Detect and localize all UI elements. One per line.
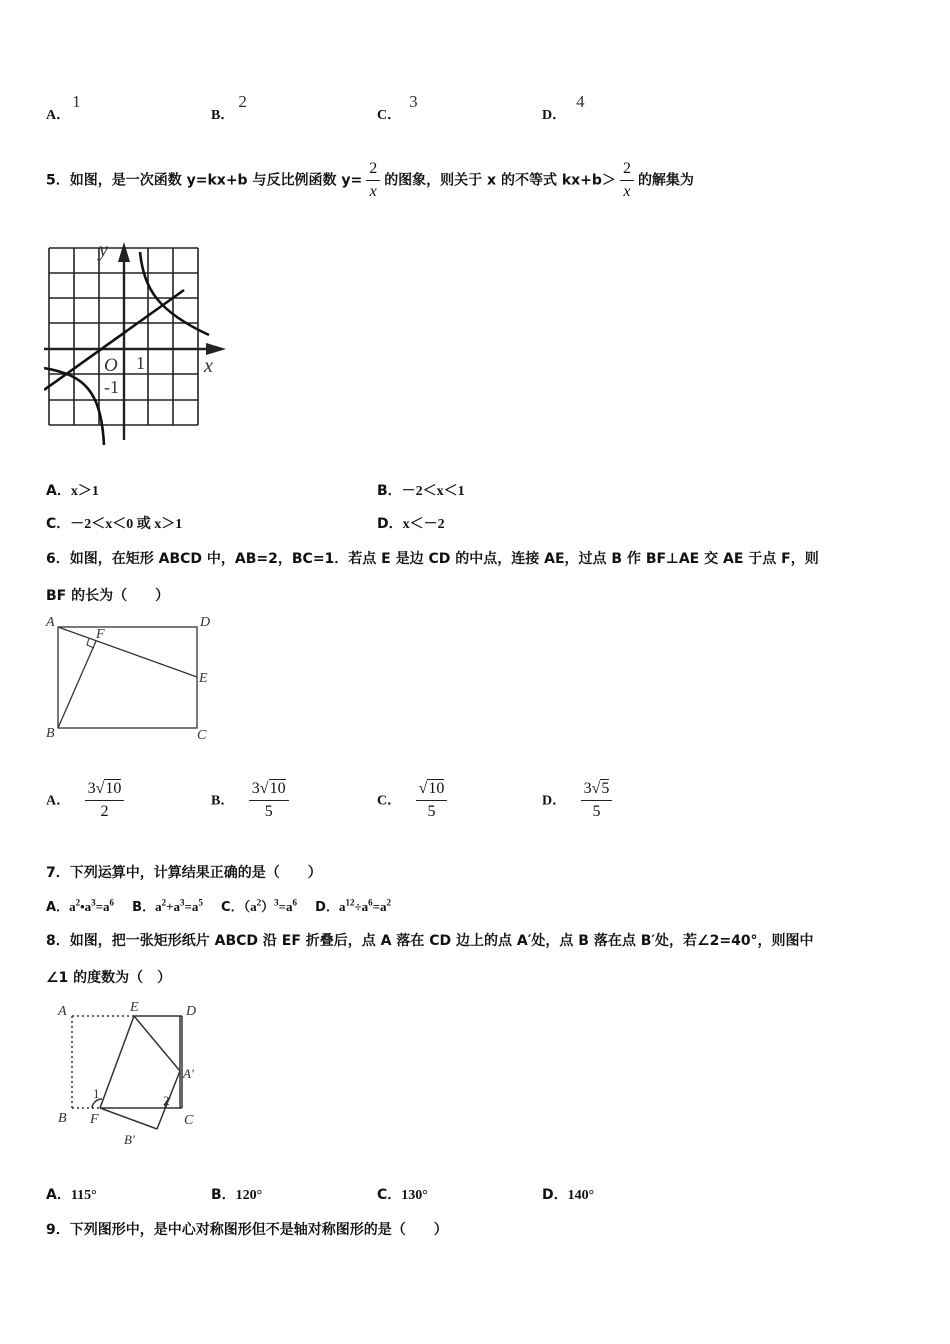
denominator: 5 — [581, 800, 613, 821]
q7-text: 下列运算中，计算结果正确的是（ ） — [69, 865, 322, 881]
option-text: x＜－2 — [402, 517, 445, 532]
option-letter: C． — [221, 900, 244, 915]
option-letter: A． — [46, 900, 70, 915]
option-letter: D． — [315, 900, 339, 915]
option-text: 140° — [567, 1188, 595, 1203]
label-c: C — [197, 728, 207, 743]
q5-text-b: 的图象，则关于 x 的不等式 kx+b＞ — [384, 172, 616, 189]
q6-text-line2: BF 的长为（ ） — [46, 588, 170, 604]
option-letter: C． — [46, 516, 71, 532]
y-axis-label: y — [99, 240, 108, 261]
coefficient: 3 — [251, 780, 260, 797]
label-e: E — [130, 1000, 139, 1015]
q5-option-b[interactable] — [377, 480, 465, 500]
option-letter: D． — [542, 793, 567, 809]
q9-text: 下列图形中，是中心对称图形但不是轴对称图形的是（ ） — [69, 1222, 448, 1238]
q7-stem — [46, 862, 322, 882]
question-number: 7． — [46, 865, 70, 881]
q4-option-d[interactable] — [542, 92, 585, 124]
q8-stem-line2 — [46, 967, 171, 987]
radicand: 5 — [601, 780, 610, 797]
q8-stem-line1 — [46, 930, 814, 950]
q9-stem — [46, 1219, 448, 1239]
option-fraction: $\frac{3√10}{2}$ — [85, 780, 125, 821]
q5-text-a: 如图，是一次函数 y=kx+b 与反比例函数 y= — [69, 172, 363, 189]
q7-option-d[interactable]: D．$a^{12}\div a^6=a^2$ — [315, 897, 391, 915]
option-text: x＞1 — [70, 484, 99, 499]
option-text: －2＜x＜0 或 x＞1 — [70, 517, 183, 532]
option-letter: C． — [377, 793, 402, 809]
q5-option-c[interactable] — [46, 513, 182, 533]
denominator: 2 — [85, 800, 125, 821]
option-letter: B． — [211, 793, 235, 809]
option-fraction: $\frac{3√5}{5}$ — [581, 780, 613, 821]
option-text: －2＜x＜1 — [401, 484, 465, 499]
q6-rectangle-figure — [44, 612, 216, 744]
option-value: 1 — [72, 92, 81, 111]
q6-option-c[interactable] — [377, 780, 447, 821]
option-letter: A． — [46, 1187, 71, 1203]
original-position-dashed — [72, 1016, 134, 1108]
question-number: 8． — [46, 933, 70, 949]
denominator: 5 — [249, 800, 289, 821]
option-text: 120° — [235, 1188, 263, 1203]
denominator: 5 — [416, 800, 448, 821]
option-letter: C． — [377, 108, 402, 123]
label-c: C — [184, 1113, 194, 1128]
fraction-denominator: x — [620, 180, 634, 201]
x-axis-label: x — [204, 355, 213, 377]
question-number: 5． — [46, 172, 70, 189]
question-number: 6． — [46, 551, 70, 567]
label-d: D — [200, 615, 211, 630]
q5-option-a[interactable] — [46, 480, 99, 500]
option-letter: A． — [46, 108, 71, 123]
q6-stem-line1 — [46, 548, 819, 568]
coefficient: 3 — [583, 780, 592, 797]
label-d: D — [186, 1004, 197, 1019]
question-number: 9． — [46, 1222, 70, 1238]
q5-fraction-2 — [620, 160, 634, 201]
label-a-prime: A' — [183, 1066, 194, 1081]
q5-function-graph — [44, 240, 228, 448]
q5-fraction-1 — [366, 160, 380, 201]
q4-option-a[interactable] — [46, 92, 81, 124]
q7-option-b[interactable]: B．$a^2+a^3=a^5$ — [132, 897, 203, 915]
q7-option-a[interactable]: A．$a^2•a^3=a^6$ — [46, 897, 115, 915]
radicand: 10 — [428, 780, 445, 797]
option-letter: A． — [46, 483, 71, 499]
coefficient: 3 — [87, 780, 96, 797]
q8-option-d[interactable] — [542, 1184, 594, 1204]
label-a: A — [46, 615, 55, 630]
q8-option-b[interactable] — [211, 1184, 262, 1204]
tick-label-1: 1 — [136, 353, 145, 373]
angle-1-label: 1 — [93, 1086, 100, 1101]
option-letter: B． — [377, 483, 402, 499]
option-letter: D． — [377, 516, 403, 532]
q5-stem — [46, 160, 694, 201]
option-letter: A． — [46, 793, 71, 809]
q7-options — [46, 896, 391, 915]
q8-text-line2: ∠1 的度数为（ ） — [46, 970, 172, 986]
option-text: 115° — [70, 1188, 97, 1203]
label-b: B — [58, 1111, 67, 1126]
q8-option-a[interactable] — [46, 1184, 97, 1204]
q5-option-d[interactable] — [377, 513, 445, 533]
angle-2-label: 2 — [163, 1093, 170, 1108]
label-b-prime: B' — [124, 1132, 135, 1146]
q8-folding-figure — [52, 996, 212, 1146]
option-value: 4 — [576, 92, 585, 111]
q8-text-line1: 如图，把一张矩形纸片 ABCD 沿 EF 折叠后，点 A 落在 CD 边上的点 A′处，点 B 落在点 B′处，若∠2=40°，则图中 — [69, 933, 814, 949]
q8-option-c[interactable] — [377, 1184, 428, 1204]
option-value: 3 — [409, 92, 418, 111]
option-letter: C． — [377, 1187, 402, 1203]
folded-figure-lines — [92, 1016, 182, 1129]
option-letter: D． — [542, 108, 567, 123]
origin-label: O — [104, 355, 118, 376]
option-letter: B． — [132, 900, 156, 915]
option-value: 2 — [238, 92, 247, 111]
fraction-numerator: 2 — [369, 160, 378, 177]
label-b: B — [46, 726, 55, 741]
option-text: 130° — [401, 1188, 428, 1203]
q6-stem-line2 — [46, 585, 169, 605]
fraction-numerator: 2 — [622, 160, 631, 177]
q6-option-a[interactable] — [46, 780, 124, 821]
tick-label-neg-1: -1 — [104, 377, 119, 397]
q7-option-c[interactable]: C．$(a^2)^3=a^6$ — [221, 897, 298, 915]
q5-text-c: 的解集为 — [637, 172, 694, 189]
label-e: E — [199, 671, 208, 686]
radicand: 10 — [105, 780, 122, 797]
option-letter: D． — [542, 1187, 568, 1203]
segment-bf — [58, 641, 96, 728]
radicand: 10 — [269, 780, 286, 797]
q4-option-c[interactable] — [377, 92, 418, 124]
option-letter: B． — [211, 108, 235, 123]
label-a: A — [58, 1004, 67, 1019]
y-axis — [118, 242, 130, 440]
label-f: F — [90, 1112, 99, 1127]
q6-option-d[interactable] — [542, 780, 612, 821]
q4-option-b[interactable] — [211, 92, 247, 124]
q6-text-line1: 如图，在矩形 ABCD 中，AB=2，BC=1．若点 E 是边 CD 的中点，连接 AE，过点 B 作 BF⊥AE 交 AE 于点 F，则 — [69, 551, 819, 567]
label-f: F — [96, 627, 105, 642]
option-fraction: $\frac{3√10}{5}$ — [249, 780, 289, 821]
rectangle-abcd — [58, 627, 197, 728]
option-letter: B． — [211, 1187, 236, 1203]
fraction-denominator: x — [366, 180, 380, 201]
q6-option-b[interactable] — [211, 780, 289, 821]
option-fraction: $\frac{√10}{5}$ — [416, 780, 448, 821]
segment-ae — [58, 627, 197, 677]
